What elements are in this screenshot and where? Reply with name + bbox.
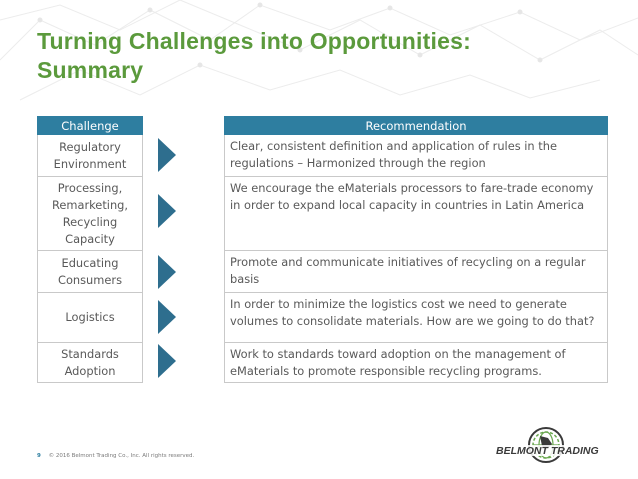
recommendation-cell: Work to standards toward adoption on the management of eMaterials to promote responsible recycling programs.: [224, 343, 608, 383]
recommendation-column: [224, 116, 608, 383]
slide-footer: [37, 453, 194, 459]
recommendation-cell: Promote and communicate initiatives of recycling on a regular basis: [224, 251, 608, 293]
challenge-cell: Processing, Remarketing, Recycling Capacity: [37, 177, 143, 251]
chevron-right-icon: [158, 194, 176, 228]
chevron-right-icon: [158, 344, 176, 378]
recommendation-cell: We encourage the eMaterials processors to fare-trade economy in order to expand local capacity in countries in Latin America: [224, 177, 608, 251]
challenge-cell: Standards Adoption: [37, 343, 143, 383]
challenge-cell: Logistics: [37, 293, 143, 343]
page-number: 9: [37, 453, 41, 459]
slide-title-line-2: Summary: [37, 57, 144, 83]
slide-title-line-1: Turning Challenges into Opportunities:: [37, 28, 471, 54]
challenge-cell: Regulatory Environment: [37, 135, 143, 177]
challenge-column: [37, 116, 143, 383]
challenge-cell: Educating Consumers: [37, 251, 143, 293]
chevron-right-icon: [158, 300, 176, 334]
logo-wordmark: BELMONT TRADING: [496, 445, 599, 457]
chevron-right-icon: [158, 138, 176, 172]
copyright-text: © 2016 Belmont Trading Co., Inc. All rights reserved.: [48, 453, 195, 459]
recommendation-cell: Clear, consistent definition and application of rules in the regulations – Harmonized through the region: [224, 135, 608, 177]
chevron-right-icon: [158, 255, 176, 289]
challenge-header: Challenge: [37, 116, 143, 135]
recommendation-cell: In order to minimize the logistics cost we need to generate volumes to consolidate materials. How are we going to do that?: [224, 293, 608, 343]
recommendation-header: Recommendation: [224, 116, 608, 135]
slide-title: [37, 27, 597, 85]
belmont-trading-logo: [496, 424, 612, 470]
